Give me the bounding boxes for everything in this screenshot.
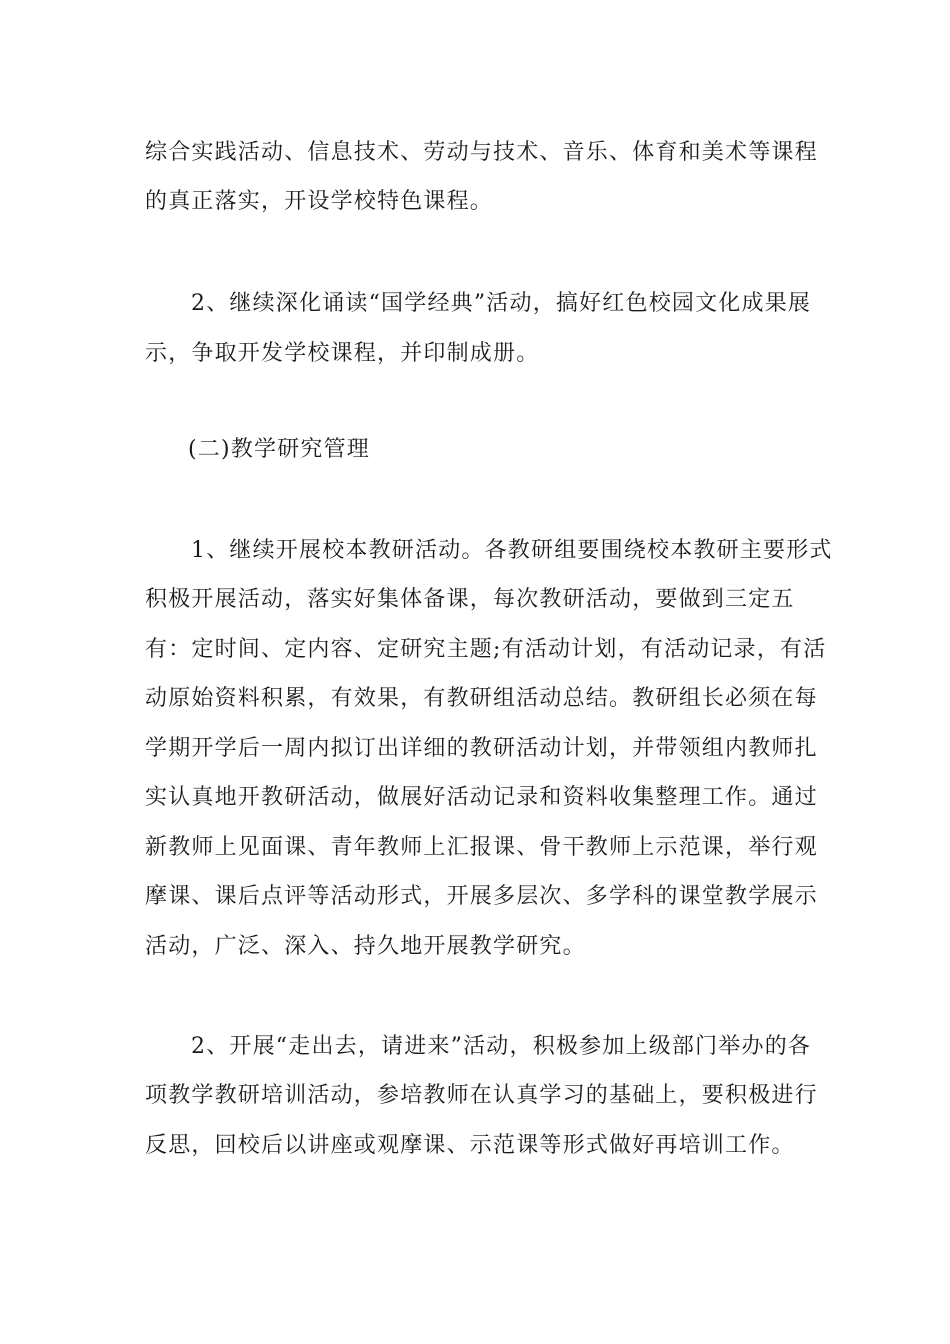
text-line: 实认真地开教研活动，做展好活动记录和资料收集整理工作。通过 <box>145 785 818 810</box>
paragraph-start-line: 2、开展“走出去，请进来”活动，积极参加上级部门举办的各 <box>191 1034 812 1059</box>
section-heading: (二)教学研究管理 <box>188 437 370 462</box>
text-line: 有：定时间、定内容、定研究主题;有活动计划，有活动记录，有活 <box>145 637 827 662</box>
paragraph-start-line: 2、继续深化诵读“国学经典”活动，搞好红色校园文化成果展 <box>191 291 812 316</box>
text-line: 反思，回校后以讲座或观摩课、示范课等形式做好再培训工作。 <box>145 1133 795 1158</box>
text-line: 学期开学后一周内拟订出详细的教研活动计划，并带领组内教师扎 <box>145 736 818 761</box>
text-line: 的真正落实，开设学校特色课程。 <box>145 189 494 214</box>
text-line: 积极开展活动，落实好集体备课，每次教研活动，要做到三定五 <box>145 587 795 612</box>
text-line: 项教学教研培训活动，参培教师在认真学习的基础上，要积极进行 <box>145 1083 818 1108</box>
text-line: 综合实践活动、信息技术、劳动与技术、音乐、体育和美术等课程 <box>145 140 818 165</box>
paragraph-start-line: 1、继续开展校本教研活动。各教研组要围绕校本教研主要形式 <box>191 538 833 563</box>
text-line: 摩课、课后点评等活动形式，开展多层次、多学科的课堂教学展示 <box>145 884 818 909</box>
text-line: 新教师上见面课、青年教师上汇报课、骨干教师上示范课，举行观 <box>145 835 818 860</box>
text-line: 示，争取开发学校课程，并印制成册。 <box>145 341 540 366</box>
text-line: 动原始资料积累，有效果，有教研组活动总结。教研组长必须在每 <box>145 686 818 711</box>
text-line: 活动，广泛、深入、持久地开展教学研究。 <box>145 934 586 959</box>
